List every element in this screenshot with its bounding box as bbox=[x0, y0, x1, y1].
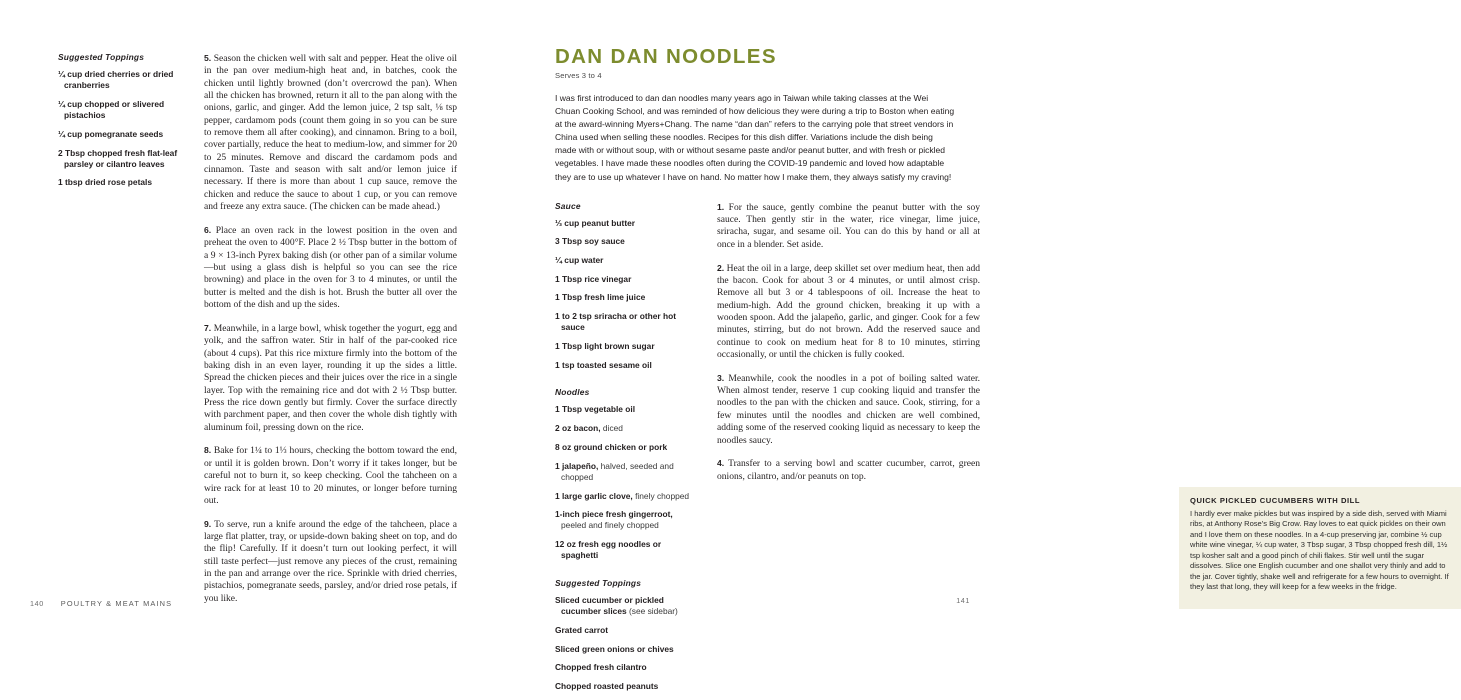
step-text: For the sauce, gently combine the peanut butter with the soy sauce. Then gently stir in the water, rice vinegar, lime juice, sriracha, sugar, and sesame oil. You can do this by hand or all at once in a blender. Set aside. bbox=[717, 201, 980, 250]
ingredient-item bbox=[555, 236, 699, 247]
recipe-step bbox=[204, 52, 457, 213]
page-number-right: 141 bbox=[956, 596, 970, 605]
ingredient-item bbox=[555, 625, 699, 636]
step-number: 7. bbox=[204, 322, 212, 333]
ingredient-qty-name: 1 large garlic clove, bbox=[555, 490, 633, 501]
ingredient-item bbox=[555, 681, 699, 692]
step-number: 1. bbox=[717, 201, 725, 212]
recipe-step bbox=[717, 372, 980, 447]
ingredient-qty-name: 1 Tbsp vegetable oil bbox=[555, 404, 636, 415]
ingredient-qty-name: 1 Tbsp rice vinegar bbox=[555, 273, 632, 284]
left-ingredient-column bbox=[58, 52, 186, 616]
step-text: Transfer to a serving bowl and scatter cucumber, carrot, green onions, cilantro, and/or peanuts on top. bbox=[717, 458, 981, 482]
ingredient-qty-name: 12 oz fresh egg noodles or spaghetti bbox=[555, 539, 662, 561]
ingredient-item: 2 Tbsp chopped fresh flat-leaf parsley or cilantro leaves bbox=[58, 147, 178, 169]
ingredient-item bbox=[555, 644, 699, 655]
ingredient-item bbox=[555, 539, 699, 561]
right-method-column bbox=[717, 201, 980, 700]
ingredient-qty-name: 1 Tbsp fresh lime juice bbox=[555, 292, 646, 303]
ingredient-qty-name: 1 to 2 tsp sriracha or other hot sauce bbox=[555, 311, 676, 333]
step-text: Meanwhile, in a large bowl, whisk together the yogurt, egg and yolk, and the saffron water. Stir in half of the par-cooked rice (about 4 cups). Pat this rice mixture firmly into the bottom of the baking dish in an even layer, rounding it up the sides a little. Spread the chicken pieces and their juices over the rice in a single layer. Top with the remaining rice and dot with 2 ½ Tbsp butter. Press the rice down gently but firmly. Cover the surface directly with parchment paper, and then cover the whole dish tightly with aluminum foil, pressing down on the rice. bbox=[204, 322, 457, 433]
left-page bbox=[0, 0, 500, 626]
ingredient-item bbox=[555, 461, 699, 483]
ingredient-qty-name: Chopped roasted peanuts bbox=[555, 681, 659, 692]
sidebar-text: I hardly ever make pickles but was inspired by a side dish, served with Miami ribs, at Anthony Rose’s Big Crow. Ray loves to eat quick pickles on their own and I love them on these noodles. In a 4-cup preserving jar, combine ½ cup white wine vinegar, ¼ cup water, 3 Tbsp sugar, 3 Tbsp chopped fresh dill, 1½ tsp kosher salt and a good pinch of chili flakes. Stir well until the sugar dissolves. Slice one English cucumber and one shallot very thinly and add to the jar. Cover tightly, shake well and refrigerate for a few hours to overnight. If they last that long, they will keep for a few weeks in the fridge. bbox=[1190, 509, 1449, 592]
ingredient-qty-name: 1 jalapeño, bbox=[555, 460, 599, 471]
ingredient-item bbox=[555, 423, 699, 434]
recipe-step bbox=[204, 518, 457, 605]
running-head-left: POULTRY & MEAT MAINS bbox=[60, 599, 173, 608]
step-text: Bake for 1¼ to 1⅓ hours, checking the bottom toward the end, or until it is golden brown. Don’t worry if it takes longer, but be careful not to burn it, so keep checking. Cool the tahcheen on a wire rack for at least 10 to 20 minutes, or longer before turning out. bbox=[204, 445, 458, 506]
ingredient-qty-name: ⅓ cup peanut butter bbox=[555, 217, 636, 228]
ingredient-qty-name: Chopped fresh cilantro bbox=[555, 662, 647, 673]
suggested-toppings-heading: Suggested Toppings bbox=[58, 52, 145, 62]
ingredient-qty-name: Grated carrot bbox=[555, 624, 609, 635]
left-method-column bbox=[204, 52, 457, 616]
ingredient-group-suggested-toppings bbox=[555, 578, 699, 692]
ingredient-qty-name: Sliced green onions or chives bbox=[555, 643, 674, 654]
step-text: Heat the oil in a large, deep skillet set over medium heat, then add the bacon. Cook for about 3 or 4 minutes, or until almost crisp. Remove all but 3 or 4 tablespoons of oil. Increase the heat to medium-high. Add the ground chicken, breaking it up with a wooden spoon. Add the jalapeño, garlic, and ginger. Cook for a few minutes, stirring, but do not brown. Add the reserved sauce and continue to cook on medium heat for 8 to 10 minutes, stirring occasionally, or until the chicken is fully cooked. bbox=[717, 262, 980, 360]
sidebar-quick-pickled-cucumbers bbox=[1179, 487, 1461, 609]
step-text: Season the chicken well with salt and pepper. Heat the olive oil in the pan over medium-high heat and, in batches, cook the chicken until lightly browned (don’t overcrowd the pan). When all the chicken has browned, return it all to the pan along with the onions, garlic, and ginger. Add the lemon juice, 2 tsp salt, ⅛ tsp pepper, cardamom pods (count them going in so you can be sure to remove them all after cooking), and cinnamon. Bring to a boil, cover partially, reduce the heat to medium-low, and simmer for 20 to 25 minutes. Remove and discard the cardamom pods and cinnamon. Taste and season with salt and/or lemon juice if necessary. If there is more than about 1 cup sauce, remove the chicken and reduce the sauce to about 1 cup, or you can remove and freeze any extra sauce. (The chicken can be made ahead.) bbox=[204, 53, 457, 213]
ingredient-item bbox=[555, 218, 699, 229]
ingredient-item bbox=[555, 509, 699, 531]
ingredient-qty-name: 3 Tbsp soy sauce bbox=[555, 236, 625, 247]
ingredient-item bbox=[555, 255, 699, 266]
step-text: To serve, run a knife around the edge of the tahcheen, place a large flat platter, tray, or upside-down baking sheet on top, and do the flip! Carefully. If it doesn’t turn out looking perfect, it will still taste perfect—just remove any pieces of the crust, remaining in the pan and arrange over the rice. Sprinkle with dried cherries, pistachios, pomegranate seeds, parsley, and/or dried rose petals, if you like. bbox=[204, 518, 458, 604]
page-title: DAN DAN NOODLES bbox=[555, 45, 777, 68]
right-ingredient-column bbox=[555, 201, 699, 700]
recipe-step bbox=[717, 262, 980, 362]
ingredient-item bbox=[555, 595, 699, 617]
step-text: Meanwhile, cook the noodles in a pot of boiling salted water. When almost tender, reserve 1 cup cooking liquid and transfer the noodles to the pan with the chicken and sauce. Cook, stirring, for a few minutes until the noodles and chicken are well combined, adding some of the reserved cooking liquid as necessary to keep the noodles saucy. bbox=[717, 372, 980, 446]
ingredient-note: peeled and finely chopped bbox=[561, 520, 659, 531]
ingredient-item bbox=[555, 292, 699, 303]
ingredient-item bbox=[555, 360, 699, 371]
right-page bbox=[500, 0, 1449, 692]
step-number: 6. bbox=[204, 224, 212, 235]
recipe-step bbox=[204, 224, 457, 311]
left-page-footer bbox=[30, 599, 172, 608]
ingredient-group-heading: Suggested Toppings bbox=[555, 578, 642, 589]
recipe-step bbox=[717, 457, 980, 483]
ingredient-note: diced bbox=[600, 423, 623, 434]
ingredient-item: 1 tbsp dried rose petals bbox=[58, 177, 153, 188]
ingredient-qty-name: 2 oz bacon, bbox=[555, 423, 601, 434]
ingredient-group-sauce bbox=[555, 201, 699, 371]
recipe-step bbox=[204, 322, 457, 434]
recipe-step bbox=[204, 444, 457, 507]
ingredient-item bbox=[555, 662, 699, 673]
step-number: 3. bbox=[717, 372, 725, 383]
step-number: 2. bbox=[717, 262, 725, 273]
ingredient-group-heading: Sauce bbox=[555, 200, 581, 211]
recipe-headnote: I was first introduced to dan dan noodles many years ago in Taiwan while taking classes at the Wei Chuan Cooking School, and was reminded of how delicious they were during a trip to Boston when eating at the award-winning Myers+Chang. The name “dan dan” refers to the carrying pole that street vendors in China used when selling these noodles. Recipes for this dish differ. Variations include the dish being made with or without soup, with or without sesame paste and/or peanut butter, and with fresh or pickled vegetables. I have made these noodles often during the COVID-19 pandemic and loved how adaptable they are to use up whatever I have on hand. No matter how I make them, they always satisfy my craving! bbox=[555, 93, 955, 182]
ingredient-group-noodles bbox=[555, 387, 699, 561]
ingredient-qty-name: 1 tsp toasted sesame oil bbox=[555, 359, 652, 370]
step-number: 8. bbox=[204, 445, 212, 456]
ingredient-note: halved, seeded and chopped bbox=[561, 460, 674, 482]
ingredient-item: ¼ cup chopped or slivered pistachios bbox=[58, 98, 165, 121]
left-page-content bbox=[58, 52, 470, 616]
ingredient-qty-name: 8 oz ground chicken or pork bbox=[555, 441, 668, 452]
right-page-footer bbox=[956, 590, 970, 608]
ingredient-qty-name: Sliced cucumber or pickled cucumber slices bbox=[555, 595, 664, 617]
ingredient-item bbox=[555, 311, 699, 333]
ingredient-note: (see sidebar) bbox=[626, 606, 678, 617]
ingredient-qty-name: 1 Tbsp light brown sugar bbox=[555, 341, 655, 352]
step-number: 4. bbox=[717, 458, 725, 469]
ingredient-item: ¼ cup pomegranate seeds bbox=[58, 128, 164, 139]
ingredient-group-heading: Noodles bbox=[555, 387, 590, 398]
recipe-step bbox=[717, 201, 980, 251]
ingredient-item bbox=[555, 404, 699, 415]
step-text: Place an oven rack in the lowest position in the oven and preheat the oven to 400°F. Place 2 ½ Tbsp butter in the bottom of a 9 × 13-inch Pyrex baking dish (or other pan of a similar volume—but using a glass dish is helpful so you can see the rice browning) and place in the oven for 3 to 4 minutes, or until the butter is melted and the dish is hot. Brush the butter all over the bottom of the dish and up the sides. bbox=[204, 224, 457, 311]
recipe-yield: Serves 3 to 4 bbox=[555, 71, 602, 80]
ingredient-item bbox=[555, 274, 699, 285]
ingredient-note: finely chopped bbox=[632, 490, 690, 501]
ingredient-item bbox=[555, 341, 699, 352]
sidebar-title: QUICK PICKLED CUCUMBERS WITH DILL bbox=[1190, 496, 1361, 505]
page-number-left: 140 bbox=[30, 599, 44, 608]
ingredient-item: ¼ cup dried cherries or dried cranberries bbox=[58, 69, 174, 91]
ingredient-qty-name: 1-inch piece fresh gingerroot, bbox=[555, 509, 673, 520]
step-number: 9. bbox=[204, 518, 212, 529]
ingredient-qty-name: ¼ cup water bbox=[555, 255, 604, 266]
step-number: 5. bbox=[204, 53, 212, 63]
ingredient-item bbox=[555, 491, 699, 502]
ingredient-item bbox=[555, 442, 699, 453]
